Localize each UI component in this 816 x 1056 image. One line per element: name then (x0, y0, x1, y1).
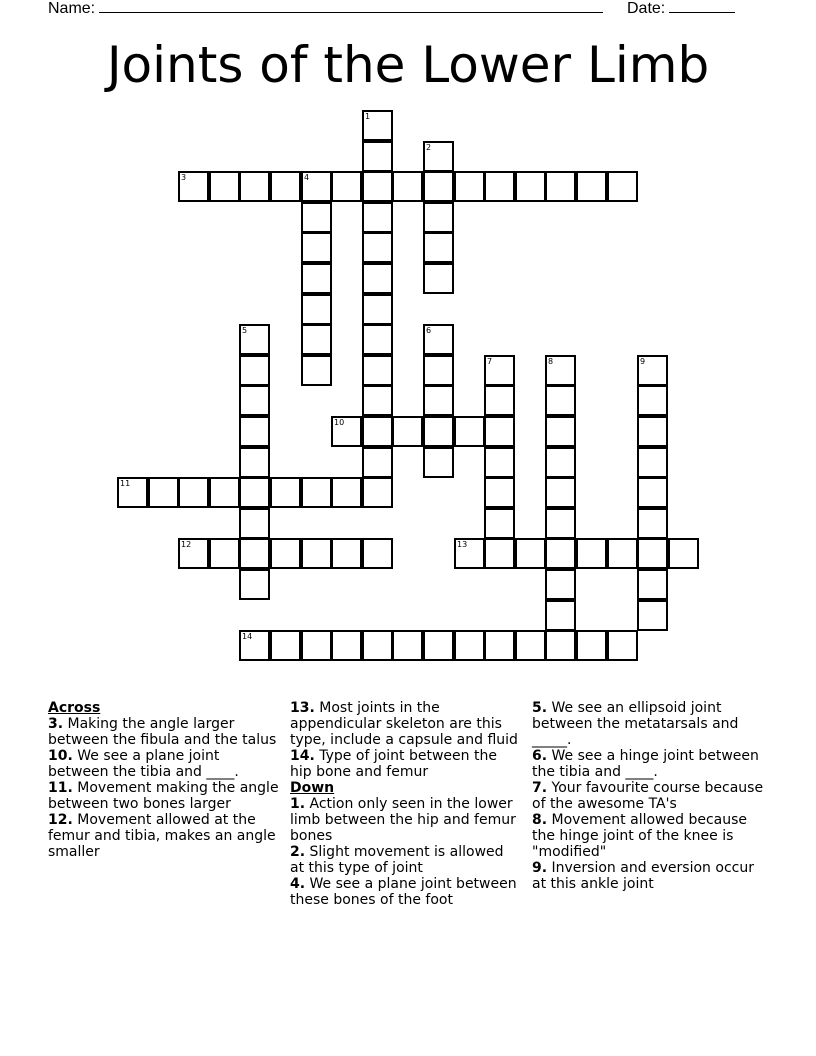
grid-cell[interactable] (239, 630, 270, 661)
clue-down-5 (532, 700, 764, 748)
clues-column-1 (48, 700, 280, 860)
cell-number: 1 (365, 112, 371, 121)
clue-number: 3. (48, 716, 64, 732)
grid-cell[interactable] (515, 630, 546, 661)
grid-cell[interactable] (239, 324, 270, 355)
grid-cell[interactable] (454, 630, 485, 661)
grid-cell[interactable] (209, 171, 240, 202)
grid-cell[interactable] (576, 630, 607, 661)
grid-cell[interactable] (637, 508, 668, 539)
grid-cell[interactable] (362, 416, 393, 447)
grid-cell[interactable] (515, 171, 546, 202)
grid-cell[interactable] (423, 447, 454, 478)
grid-cell[interactable] (178, 538, 209, 569)
clue-text: We see a hinge joint between the tibia and ____. (532, 748, 759, 780)
grid-cell[interactable] (545, 569, 576, 600)
clue-text: Action only seen in the lower limb between the hip and femur bones (290, 796, 516, 844)
clue-number: 11. (48, 780, 73, 796)
grid-cell[interactable] (423, 202, 454, 233)
cell-number: 11 (120, 479, 131, 488)
grid-cell[interactable] (423, 263, 454, 294)
cell-number: 10 (334, 418, 345, 427)
grid-cell[interactable] (423, 630, 454, 661)
grid-cell[interactable] (637, 538, 668, 569)
cell-number: 3 (181, 173, 187, 182)
grid-cell[interactable] (637, 569, 668, 600)
grid-cell[interactable] (545, 630, 576, 661)
cell-number: 7 (487, 357, 493, 366)
grid-cell[interactable] (239, 477, 270, 508)
grid-cell[interactable] (301, 171, 332, 202)
grid-cell[interactable] (239, 569, 270, 600)
grid-cell[interactable] (239, 538, 270, 569)
down-heading: Down (290, 780, 335, 796)
clue-number: 7. (532, 780, 548, 796)
grid-cell[interactable] (576, 171, 607, 202)
grid-cell[interactable] (270, 538, 301, 569)
clue-number: 2. (290, 844, 306, 860)
grid-cell[interactable] (178, 171, 209, 202)
clue-across-10 (48, 748, 280, 780)
grid-cell[interactable] (301, 202, 332, 233)
grid-cell[interactable] (637, 447, 668, 478)
clue-number: 12. (48, 812, 73, 828)
grid-cell[interactable] (331, 477, 362, 508)
grid-cell[interactable] (362, 477, 393, 508)
grid-cell[interactable] (637, 416, 668, 447)
grid-cell[interactable] (362, 232, 393, 263)
grid-cell[interactable] (545, 538, 576, 569)
grid-cell[interactable] (239, 385, 270, 416)
clue-across-14 (290, 748, 522, 780)
grid-cell[interactable] (484, 171, 515, 202)
clue-text: Making the angle larger between the fibula and the talus (48, 716, 277, 748)
grid-cell[interactable] (484, 447, 515, 478)
clue-number: 6. (532, 748, 548, 764)
cell-number: 6 (426, 326, 432, 335)
grid-cell[interactable] (301, 355, 332, 386)
clue-number: 14. (290, 748, 315, 764)
clue-text: We see a plane joint between the tibia and ____. (48, 748, 239, 780)
clues-column-2 (290, 700, 522, 908)
grid-cell[interactable] (668, 538, 699, 569)
grid-cell[interactable] (270, 630, 301, 661)
grid-cell[interactable] (270, 477, 301, 508)
clue-down-2 (290, 844, 522, 876)
clue-down-8 (532, 812, 764, 860)
grid-cell[interactable] (301, 294, 332, 325)
grid-cell[interactable] (637, 600, 668, 631)
grid-cell[interactable] (484, 355, 515, 386)
clue-number: 1. (290, 796, 306, 812)
grid-cell[interactable] (637, 477, 668, 508)
grid-cell[interactable] (301, 538, 332, 569)
cell-number: 4 (304, 173, 310, 182)
grid-cell[interactable] (209, 477, 240, 508)
grid-cell[interactable] (392, 416, 423, 447)
grid-cell[interactable] (545, 600, 576, 631)
clue-number: 5. (532, 700, 548, 716)
grid-cell[interactable] (484, 538, 515, 569)
clue-across-12 (48, 812, 280, 860)
grid-cell[interactable] (545, 447, 576, 478)
grid-cell[interactable] (484, 630, 515, 661)
clue-number: 9. (532, 860, 548, 876)
clue-down-6 (532, 748, 764, 780)
clue-down-4 (290, 876, 522, 908)
clue-text: Slight movement is allowed at this type of joint (290, 844, 504, 876)
cell-number: 13 (457, 540, 468, 549)
grid-cell[interactable] (423, 324, 454, 355)
grid-cell[interactable] (545, 477, 576, 508)
grid-cell[interactable] (301, 630, 332, 661)
grid-cell[interactable] (392, 171, 423, 202)
grid-cell[interactable] (392, 630, 423, 661)
grid-cell[interactable] (362, 324, 393, 355)
cell-number: 14 (242, 632, 253, 641)
grid-cell[interactable] (331, 171, 362, 202)
grid-cell[interactable] (362, 263, 393, 294)
cell-number: 8 (548, 357, 554, 366)
grid-cell[interactable] (423, 355, 454, 386)
grid-cell[interactable] (423, 416, 454, 447)
clue-text: We see a plane joint between these bones of the foot (290, 876, 517, 908)
grid-cell[interactable] (301, 477, 332, 508)
grid-cell[interactable] (301, 232, 332, 263)
grid-cell[interactable] (239, 171, 270, 202)
cell-number: 2 (426, 143, 432, 152)
grid-cell[interactable] (545, 355, 576, 386)
grid-cell[interactable] (454, 538, 485, 569)
grid-cell[interactable] (423, 385, 454, 416)
page-title: Joints of the Lower Limb (106, 36, 710, 94)
clue-text: Type of joint between the hip bone and femur (290, 748, 497, 780)
clues-column-3 (532, 700, 764, 892)
grid-cell[interactable] (637, 355, 668, 386)
clue-text: Your favourite course because of the awesome TA's (532, 780, 764, 812)
grid-cell[interactable] (545, 416, 576, 447)
grid-cell[interactable] (362, 385, 393, 416)
grid-cell[interactable] (515, 538, 546, 569)
grid-cell[interactable] (607, 538, 638, 569)
grid-cell[interactable] (607, 171, 638, 202)
grid-cell[interactable] (362, 447, 393, 478)
clue-text: Movement allowed because the hinge joint of the knee is "modified" (532, 812, 748, 860)
grid-cell[interactable] (148, 477, 179, 508)
grid-cell[interactable] (637, 385, 668, 416)
clue-text: Movement allowed at the femur and tibia, makes an angle smaller (48, 812, 276, 860)
grid-cell[interactable] (423, 141, 454, 172)
grid-cell[interactable] (454, 416, 485, 447)
grid-cell[interactable] (178, 477, 209, 508)
grid-cell[interactable] (239, 447, 270, 478)
grid-cell[interactable] (239, 355, 270, 386)
grid-cell[interactable] (484, 416, 515, 447)
grid-cell[interactable] (301, 324, 332, 355)
grid-cell[interactable] (331, 630, 362, 661)
clue-down-1 (290, 796, 522, 844)
clue-text: Movement making the angle between two bones larger (48, 780, 279, 812)
grid-cell[interactable] (362, 630, 393, 661)
grid-cell[interactable] (423, 232, 454, 263)
grid-cell[interactable] (454, 171, 485, 202)
grid-cell[interactable] (209, 538, 240, 569)
clue-number: 10. (48, 748, 73, 764)
grid-cell[interactable] (362, 202, 393, 233)
grid-cell[interactable] (301, 263, 332, 294)
grid-cell[interactable] (362, 294, 393, 325)
grid-cell[interactable] (362, 141, 393, 172)
clue-text: Most joints in the appendicular skeleton are this type, include a capsule and fluid (290, 700, 518, 748)
cell-number: 12 (181, 540, 192, 549)
grid-cell[interactable] (484, 385, 515, 416)
clue-number: 4. (290, 876, 306, 892)
cell-number: 9 (640, 357, 646, 366)
grid-cell[interactable] (423, 171, 454, 202)
clue-text: We see an ellipsoid joint between the metatarsals and _____. (532, 700, 739, 748)
grid-cell[interactable] (331, 416, 362, 447)
grid-cell[interactable] (576, 538, 607, 569)
clue-down-9 (532, 860, 764, 892)
cell-number: 5 (242, 326, 248, 335)
grid-cell[interactable] (331, 538, 362, 569)
clues-section (0, 700, 816, 1040)
clue-text: Inversion and eversion occur at this ankle joint (532, 860, 754, 892)
date-label: Date: (627, 0, 666, 17)
clue-number: 13. (290, 700, 315, 716)
grid-cell[interactable] (239, 508, 270, 539)
grid-cell[interactable] (239, 416, 270, 447)
clue-across-3 (48, 716, 280, 748)
grid-cell[interactable] (362, 538, 393, 569)
grid-cell[interactable] (362, 110, 393, 141)
clue-across-11 (48, 780, 280, 812)
clue-number: 8. (532, 812, 548, 828)
grid-cell[interactable] (545, 171, 576, 202)
grid-cell[interactable] (545, 508, 576, 539)
clue-across-13 (290, 700, 522, 748)
name-label: Name: (48, 0, 96, 17)
grid-cell[interactable] (117, 477, 148, 508)
clue-down-7 (532, 780, 764, 812)
grid-cell[interactable] (362, 171, 393, 202)
across-heading: Across (48, 700, 101, 716)
grid-cell[interactable] (362, 355, 393, 386)
grid-cell[interactable] (484, 477, 515, 508)
grid-cell[interactable] (484, 508, 515, 539)
grid-cell[interactable] (607, 630, 638, 661)
grid-cell[interactable] (270, 171, 301, 202)
grid-cell[interactable] (545, 385, 576, 416)
